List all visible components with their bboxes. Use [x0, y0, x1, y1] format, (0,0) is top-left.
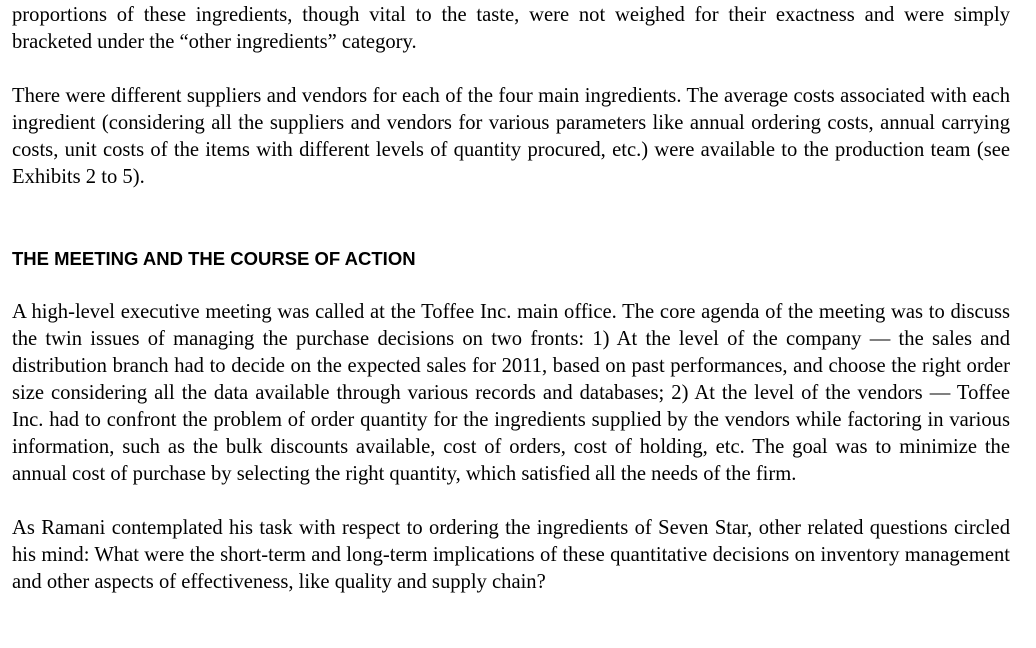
paragraph-ingredient-proportions: proportions of these ingredients, though vital to the taste, were not weighed for their exactness and were simply bracketed under the “other ingredients” category. [12, 4, 1010, 53]
paragraph-ramani-questions: As Ramani contemplated his task with respect to ordering the ingredients of Seven Star, other related questions circled his mind: What were the short-term and long-term implications of these quantitative decisions on inventory management and other aspects of effectiveness, like quality and supply chain? [12, 517, 1010, 593]
paragraph-suppliers-and-costs: There were different suppliers and vendors for each of the four main ingredients. The average costs associated with each ingredient (considering all the suppliers and vendors for various parameters like annual ordering costs, annual carrying costs, unit costs of the items with different levels of quantity procured, etc.) were available to the production team (see Exhibits 2 to 5). [12, 85, 1010, 188]
section-heading: THE MEETING AND THE COURSE OF ACTION [12, 248, 416, 269]
document-page [12, 0, 1010, 596]
paragraph-executive-meeting: A high-level executive meeting was called at the Toffee Inc. main office. The core agenda of the meeting was to discuss the twin issues of managing the purchase decisions on two fronts: 1) At the level of the company — the sales and distribution branch had to decide on the expected sales for 2011, based on past performances, and choose the right order size considering all the data available through various records and databases; 2) At the level of the vendors — Toffee Inc. had to confront the problem of order quantity for the ingredients supplied by the vendors while factoring in various information, such as the bulk discounts available, cost of orders, cost of holding, etc. The goal was to minimize the annual cost of purchase by selecting the right quantity, which satisfied all the needs of the firm. [12, 301, 1010, 485]
